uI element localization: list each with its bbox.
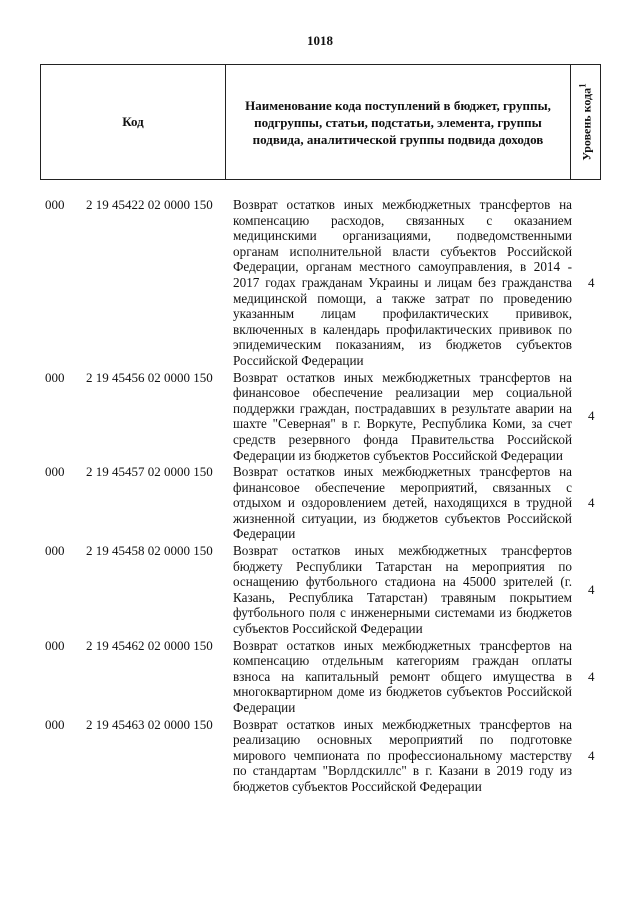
table-row	[0, 638, 640, 716]
admin-code: 000	[45, 197, 65, 212]
admin-code: 000	[45, 543, 65, 559]
code-level: 4	[588, 747, 595, 763]
admin-code: 000	[45, 637, 65, 653]
revenue-description: Возврат остатков иных межбюджетных трансфертов на компенсацию расходов, связанных с оказанием медицинскими организациями, подведомственными органам исполнительной власти субъектов Российской Федерации, органам местного самоуправления, в 2014 - 2017 годах гражданам Украины и лицам без гражданства медицинской помощи, а также затрат по проведению указанным лицам профилактических прививок, включенных в календарь профилактических прививок по эпидемическим показаниям, из бюджетов субъектов Российской Федерации	[233, 197, 572, 368]
header-level	[577, 83, 594, 160]
code-level: 4	[588, 274, 595, 290]
table-row	[0, 717, 640, 795]
table-row	[0, 197, 640, 369]
header-name: Наименование кода поступлений в бюджет, группы, подгруппы, статьи, подстатьи, элемента, группы подвида, аналитической группы подвида доходов	[226, 65, 571, 179]
code-level: 4	[588, 668, 595, 684]
revenue-code: 2 19 45457 02 0000 150	[86, 464, 213, 480]
revenue-code: 2 19 45456 02 0000 150	[86, 369, 213, 385]
header-level-footnote: 1	[577, 83, 587, 88]
admin-code: 000	[45, 464, 65, 480]
admin-code: 000	[45, 369, 65, 385]
header-level-cell	[571, 65, 600, 179]
revenue-code: 2 19 45458 02 0000 150	[86, 543, 213, 559]
revenue-description: Возврат остатков иных межбюджетных трансфертов на компенсацию отдельным категориям граждан оплаты взноса на капитальный ремонт общего имущества в многоквартирном доме из бюджетов субъектов Российской Федерации	[233, 637, 572, 715]
table-row	[0, 370, 640, 464]
revenue-code: 2 19 45422 02 0000 150	[86, 197, 213, 212]
page-number: 1018	[307, 33, 333, 48]
table-row	[0, 543, 640, 637]
code-level: 4	[588, 581, 595, 597]
revenue-code: 2 19 45463 02 0000 150	[86, 716, 213, 732]
table-body	[0, 197, 640, 796]
header-level-label: Уровень кода	[579, 87, 593, 161]
table-row	[0, 464, 640, 542]
code-level: 4	[588, 495, 595, 511]
revenue-description: Возврат остатков иных межбюджетных трансфертов бюджету Республики Татарстан на мероприятия по оснащению футбольного стадиона на 45000 зрителей (г. Казань, Республика Татарстан) травяным покрытием футбольного поля с инженерными системами из бюджетов субъектов Российской Федерации	[233, 543, 572, 637]
revenue-description: Возврат остатков иных межбюджетных трансфертов на финансовое обеспечение реализации мер социальной поддержки граждан, пострадавших в результате аварии на шахте "Северная" в г. Воркуте, Республика Коми, за счет средств резервного фонда Правительства Российской Федерации из бюджетов субъектов Российской Федерации	[233, 369, 572, 463]
header-code: Код	[41, 65, 226, 179]
revenue-description: Возврат остатков иных межбюджетных трансфертов на реализацию основных мероприятий по подготовке мирового чемпионата по профессиональному мастерству по стандартам "Ворлдскиллс" в г. Казани в 2019 году из бюджетов субъектов Российской Федерации	[233, 716, 572, 794]
admin-code: 000	[45, 716, 65, 732]
code-level: 4	[588, 408, 595, 424]
revenue-code: 2 19 45462 02 0000 150	[86, 637, 213, 653]
table-header	[40, 64, 601, 180]
revenue-description: Возврат остатков иных межбюджетных трансфертов на финансовое обеспечение мероприятий, связанных с отдыхом и оздоровлением детей, находящихся в трудной жизненной ситуации, из бюджетов субъектов Российской Федерации	[233, 464, 572, 542]
